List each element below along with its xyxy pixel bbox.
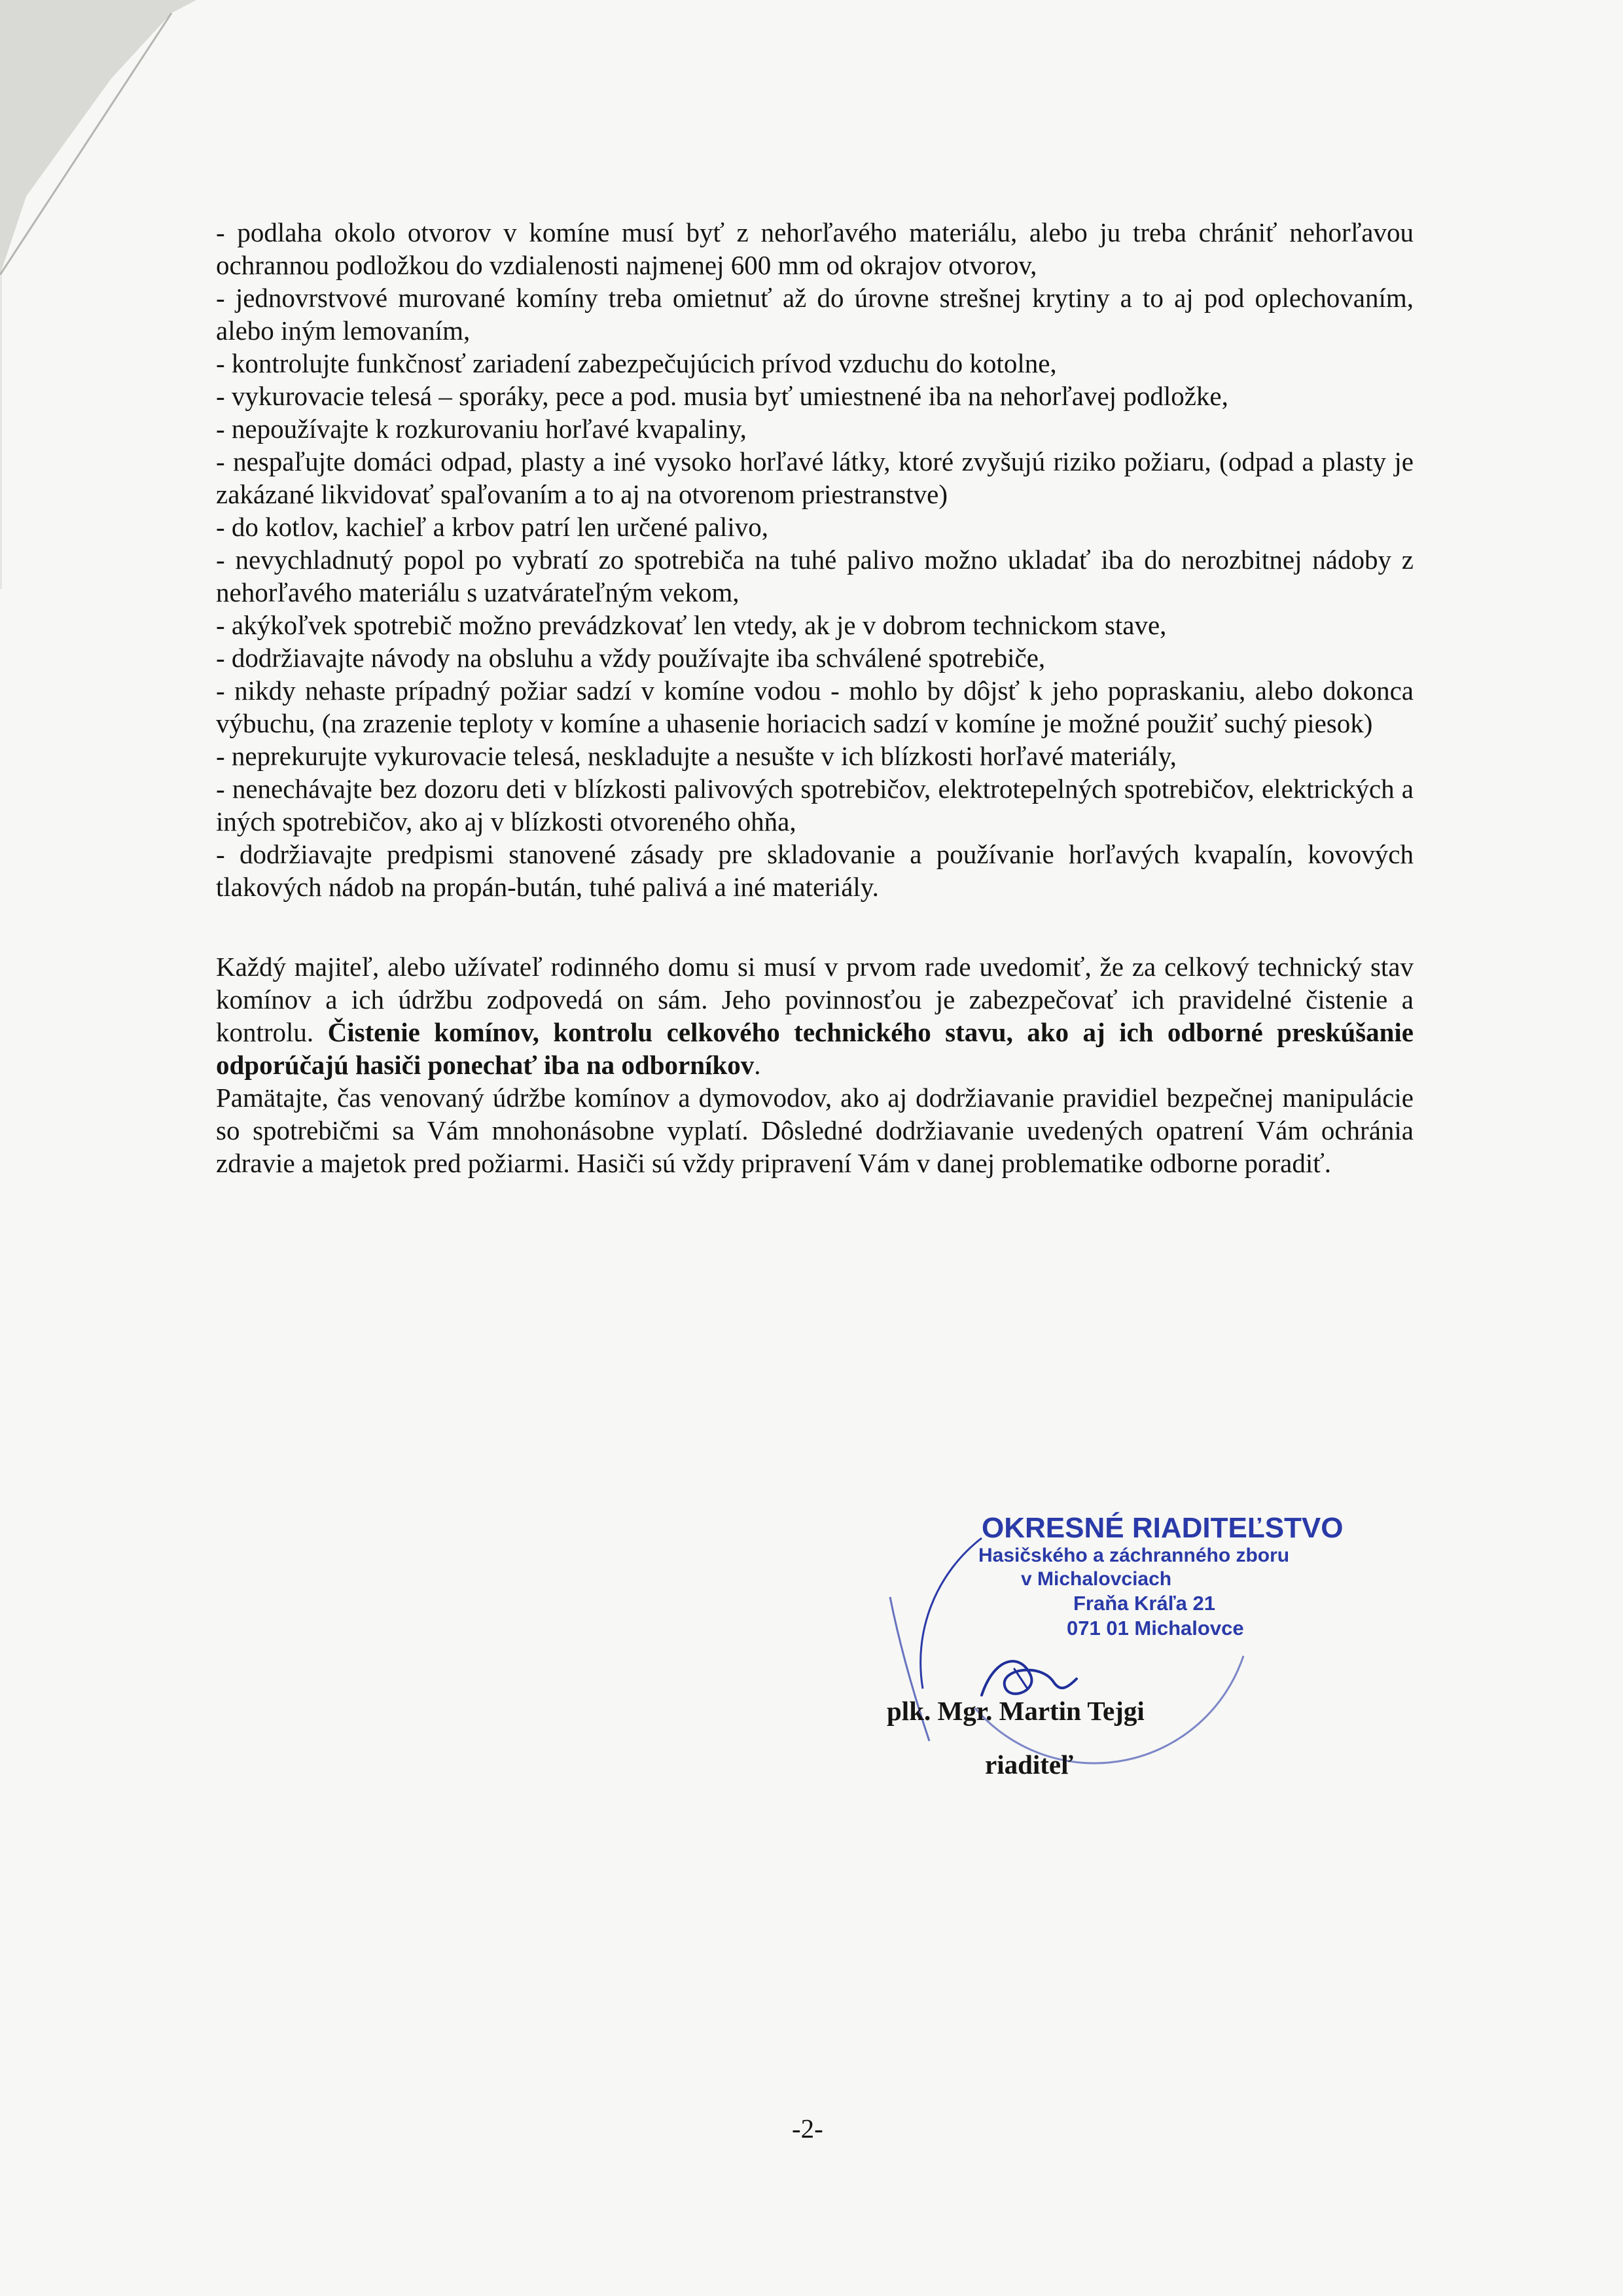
paragraph-tail: . <box>754 1050 761 1080</box>
letter-body <box>216 216 1414 1179</box>
closing-paragraph: Pamätajte, čas venovaný údržbe komínov a dymovodov, ako aj dodržiavanie pravidiel bezpečnej manipulácie so spotrebičmi sa Vám mnohonásobne vyplatí. Dôsledné dodržiavanie uvedených opatrení Vám ochránia zdravie a majetok pred požiarmi. Hasiči sú vždy pripravení Vám v danej problematike odborne poradiť. <box>216 1083 1414 1178</box>
list-item: - dodržiavajte predpismi stanovené zásady pre skladovanie a používanie horľavých kvapalín, kovových tlakových nádob na propán-bután, tuhé palivá a iné materiály. <box>216 839 1414 902</box>
signatory-role: riaditeľ <box>985 1749 1074 1780</box>
list-item: - dodržiavajte návody na obsluhu a vždy používajte iba schválené spotrebiče, <box>216 643 1046 673</box>
list-item: - nepoužívajte k rozkurovaniu horľavé kvapaliny, <box>216 414 747 444</box>
stamp-line-4: Fraňa Kráľa 21 <box>1073 1592 1215 1615</box>
list-item: - kontrolujte funkčnosť zariadení zabezpečujúcich prívod vzduchu do kotolne, <box>216 348 1057 378</box>
page-number: -2- <box>792 2113 823 2144</box>
list-item: - akýkoľvek spotrebič možno prevádzkovať len vtedy, ak je v dobrom technickom stave, <box>216 610 1167 640</box>
list-item: - do kotlov, kachieľ a krbov patrí len určené palivo, <box>216 512 768 542</box>
list-item: - podlaha okolo otvorov v komíne musí byť z nehorľavého materiálu, alebo ju treba chrániť nehorľavou ochrannou podložkou do vzdialenosti najmenej 600 mm od okrajov otvorov, <box>216 217 1414 280</box>
stamp-line-3: v Michalovciach <box>1021 1568 1172 1590</box>
list-item: - nikdy nehaste prípadný požiar sadzí v komíne vodou - mohlo by dôjsť k jeho popraskaniu, alebo dokonca výbuchu, (na zrazenie teploty v komíne a uhasenie horiacich sadzí v komíne je možné použiť suchý piesok) <box>216 675 1414 738</box>
paragraph-bold-text: Čistenie komínov, kontrolu celkového technického stavu, ako aj ich odborné preskúšanie odporúčajú hasiči ponechať iba na odborníkov <box>216 1017 1414 1080</box>
list-item: - neprekurujte vykurovacie telesá, neskladujte a nesušte v ich blízkosti horľavé materiály, <box>216 741 1177 771</box>
paragraph-text: Každý majiteľ, alebo užívateľ rodinného domu si musí v prvom rade uvedomiť, že za celkový technický stav komínov a ich údržbu zodpovedá on sám. Jeho povinnosťou je zabezpečovať ich pravidelné čistenie a kontrolu. <box>216 952 1414 1047</box>
scan-edge-shadow <box>0 0 196 589</box>
stamp-line-2: Hasičského a záchranného zboru <box>978 1545 1290 1566</box>
signatory-name: plk. Mgr. Martin Tejgi <box>887 1696 1145 1726</box>
list-item: - jednovrstvové murované komíny treba omietnuť až do úrovne strešnej krytiny a to aj pod oplechovaním, alebo iným lemovaním, <box>216 283 1414 346</box>
list-item: - nenechávajte bez dozoru deti v blízkosti palivových spotrebičov, elektrotepelných spotrebičov, elektrických a iných spotrebičov, ako aj v blízkosti otvoreného ohňa, <box>216 774 1414 836</box>
list-item: - vykurovacie telesá – sporáky, pece a pod. musia byť umiestnené iba na nehorľavej podložke, <box>216 381 1228 411</box>
stamp-line-5: 071 01 Michalovce <box>1067 1617 1244 1640</box>
owner-responsibility-paragraph <box>216 950 1414 1081</box>
list-item: - nespaľujte domáci odpad, plasty a iné vysoko horľavé látky, ktoré zvyšujú riziko požiaru, (odpad a plasty je zakázané likvidovať spaľovaním a to aj na otvorenom priestranstve) <box>216 446 1414 509</box>
list-item: - nevychladnutý popol po vybratí zo spotrebiča na tuhé palivo možno ukladať iba do nerozbitnej nádoby z nehorľavého materiálu s uzatvárateľným vekom, <box>216 545 1414 607</box>
safety-recommendations-list <box>216 216 1414 903</box>
stamp-line-1: OKRESNÉ RIADITEĽSTVO <box>982 1512 1344 1544</box>
